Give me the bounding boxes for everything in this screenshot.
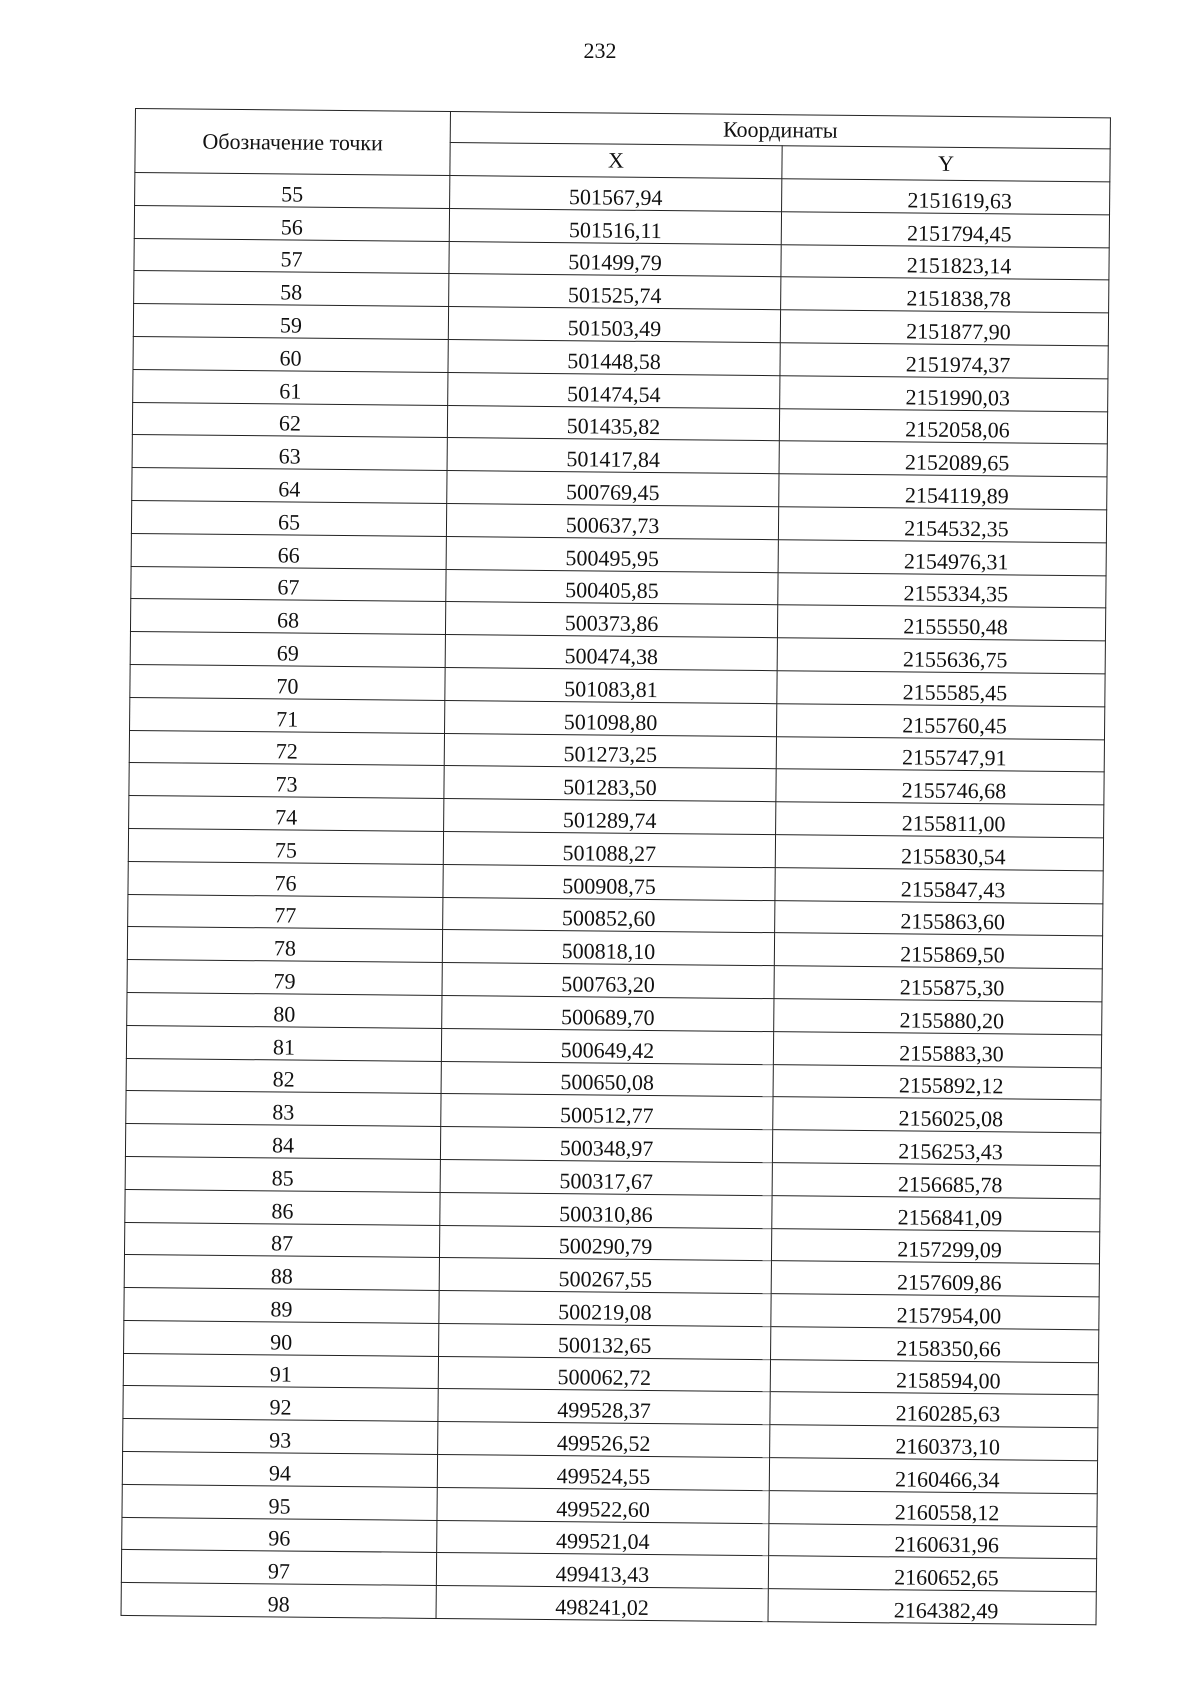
point-cell: 86 <box>125 1189 440 1225</box>
y-cell: 2155875,30 <box>774 966 1102 1002</box>
point-cell: 58 <box>134 271 449 307</box>
point-cell: 88 <box>124 1255 439 1291</box>
y-cell: 2155550,48 <box>777 605 1105 641</box>
x-cell: 499528,37 <box>438 1389 770 1425</box>
point-cell: 87 <box>124 1222 439 1258</box>
y-cell: 2151838,78 <box>781 277 1109 313</box>
point-cell: 89 <box>124 1288 439 1324</box>
x-cell: 500132,65 <box>439 1323 771 1359</box>
y-cell: 2151974,37 <box>780 343 1108 379</box>
table-header <box>135 109 1111 182</box>
x-cell: 500310,86 <box>440 1192 772 1228</box>
x-cell: 501474,54 <box>448 372 780 408</box>
x-cell: 499526,52 <box>438 1422 770 1458</box>
y-cell: 2160466,34 <box>769 1458 1097 1494</box>
x-header: X <box>450 143 782 179</box>
x-cell: 501098,80 <box>445 700 777 736</box>
point-cell: 95 <box>122 1484 437 1520</box>
y-header: Y <box>782 146 1110 182</box>
x-cell: 501083,81 <box>445 667 777 703</box>
point-cell: 70 <box>130 664 445 700</box>
x-cell: 501567,94 <box>450 176 782 212</box>
y-cell: 2155830,54 <box>775 835 1103 871</box>
y-cell: 2155334,35 <box>778 572 1106 608</box>
point-cell: 77 <box>128 894 443 930</box>
point-cell: 57 <box>134 238 449 274</box>
y-cell: 2160373,10 <box>770 1425 1098 1461</box>
x-cell: 500852,60 <box>443 897 775 933</box>
point-cell: 72 <box>129 730 444 766</box>
point-cell: 60 <box>133 336 448 372</box>
x-cell: 500495,95 <box>446 536 778 572</box>
x-cell: 501499,79 <box>449 241 781 277</box>
y-cell: 2156685,78 <box>772 1163 1100 1199</box>
y-cell: 2160652,65 <box>768 1556 1096 1592</box>
table-body <box>121 173 1110 1625</box>
x-cell: 501516,11 <box>449 208 781 244</box>
y-cell: 2155863,60 <box>775 900 1103 936</box>
x-cell: 500689,70 <box>442 995 774 1031</box>
y-cell: 2155760,45 <box>776 703 1104 739</box>
point-cell: 75 <box>128 828 443 864</box>
point-cell: 61 <box>133 369 448 405</box>
y-cell: 2155811,00 <box>776 802 1104 838</box>
point-cell: 56 <box>134 205 449 241</box>
coordinates-table <box>121 108 1111 1625</box>
x-cell: 501088,27 <box>443 831 775 867</box>
y-cell: 2156253,43 <box>772 1130 1100 1166</box>
y-cell: 2151794,45 <box>781 212 1109 248</box>
point-cell: 90 <box>124 1320 439 1356</box>
point-cell: 84 <box>125 1124 440 1160</box>
coordinates-header: Координаты <box>450 112 1110 149</box>
point-cell: 97 <box>121 1550 436 1586</box>
point-cell: 69 <box>130 632 445 668</box>
point-designation-header: Обозначение точки <box>135 109 451 176</box>
x-cell: 501448,58 <box>448 340 780 376</box>
x-cell: 500512,77 <box>441 1094 773 1130</box>
y-cell: 2154119,89 <box>779 474 1107 510</box>
y-cell: 2151619,63 <box>782 179 1110 215</box>
point-cell: 65 <box>131 500 446 536</box>
x-cell: 499524,55 <box>437 1455 769 1491</box>
x-cell: 501289,74 <box>444 799 776 835</box>
y-cell: 2155892,12 <box>773 1064 1101 1100</box>
x-cell: 501273,25 <box>444 733 776 769</box>
point-cell: 94 <box>122 1452 437 1488</box>
y-cell: 2155636,75 <box>777 638 1105 674</box>
y-cell: 2155869,50 <box>774 933 1102 969</box>
y-cell: 2160631,96 <box>769 1523 1097 1559</box>
y-cell: 2155747,91 <box>776 736 1104 772</box>
point-cell: 74 <box>129 796 444 832</box>
y-cell: 2157299,09 <box>771 1228 1099 1264</box>
y-cell: 2152089,65 <box>779 441 1107 477</box>
x-cell: 501417,84 <box>447 438 779 474</box>
y-cell: 2156025,08 <box>773 1097 1101 1133</box>
x-cell: 500062,72 <box>438 1356 770 1392</box>
x-cell: 500290,79 <box>439 1225 771 1261</box>
y-cell: 2158350,66 <box>771 1327 1099 1363</box>
point-cell: 81 <box>126 1025 441 1061</box>
point-cell: 73 <box>129 763 444 799</box>
x-cell: 500818,10 <box>442 930 774 966</box>
x-cell: 500908,75 <box>443 864 775 900</box>
x-cell: 499522,60 <box>437 1487 769 1523</box>
x-cell: 500267,55 <box>439 1258 771 1294</box>
point-cell: 55 <box>135 173 450 209</box>
point-cell: 93 <box>123 1419 438 1455</box>
point-cell: 76 <box>128 861 443 897</box>
y-cell: 2155746,68 <box>776 769 1104 805</box>
y-cell: 2154976,31 <box>778 539 1106 575</box>
x-cell: 500219,08 <box>439 1291 771 1327</box>
x-cell: 500637,73 <box>446 503 778 539</box>
point-cell: 62 <box>132 402 447 438</box>
y-cell: 2164382,49 <box>768 1589 1096 1625</box>
point-cell: 59 <box>133 304 448 340</box>
x-cell: 500649,42 <box>441 1028 773 1064</box>
y-cell: 2160285,63 <box>770 1392 1098 1428</box>
x-cell: 500405,85 <box>446 569 778 605</box>
point-cell: 79 <box>127 960 442 996</box>
x-cell: 500373,86 <box>445 602 777 638</box>
point-cell: 64 <box>132 468 447 504</box>
y-cell: 2151877,90 <box>780 310 1108 346</box>
y-cell: 2151823,14 <box>781 244 1109 280</box>
x-cell: 500348,97 <box>440 1127 772 1163</box>
point-cell: 78 <box>127 927 442 963</box>
y-cell: 2155883,30 <box>773 1031 1101 1067</box>
point-cell: 71 <box>130 697 445 733</box>
x-cell: 499521,04 <box>437 1520 769 1556</box>
point-cell: 68 <box>130 599 445 635</box>
point-cell: 67 <box>131 566 446 602</box>
x-cell: 500763,20 <box>442 963 774 999</box>
point-cell: 91 <box>123 1353 438 1389</box>
y-cell: 2156841,09 <box>772 1195 1100 1231</box>
coordinates-table-container <box>121 108 1110 1625</box>
y-cell: 2155880,20 <box>774 999 1102 1035</box>
y-cell: 2157954,00 <box>771 1294 1099 1330</box>
page-number: 232 <box>583 38 617 63</box>
point-cell: 85 <box>125 1156 440 1192</box>
point-cell: 66 <box>131 533 446 569</box>
point-cell: 63 <box>132 435 447 471</box>
x-cell: 501283,50 <box>444 766 776 802</box>
x-cell: 501435,82 <box>447 405 779 441</box>
x-cell: 500317,67 <box>440 1159 772 1195</box>
x-cell: 501503,49 <box>448 307 780 343</box>
point-cell: 80 <box>127 992 442 1028</box>
x-cell: 499413,43 <box>436 1553 768 1589</box>
point-cell: 92 <box>123 1386 438 1422</box>
x-cell: 500650,08 <box>441 1061 773 1097</box>
y-cell: 2155847,43 <box>775 867 1103 903</box>
y-cell: 2157609,86 <box>771 1261 1099 1297</box>
y-cell: 2160558,12 <box>769 1491 1097 1527</box>
y-cell: 2154532,35 <box>778 507 1106 543</box>
y-cell: 2151990,03 <box>780 375 1108 411</box>
y-cell: 2152058,06 <box>779 408 1107 444</box>
x-cell: 500474,38 <box>445 635 777 671</box>
x-cell: 501525,74 <box>449 274 781 310</box>
y-cell: 2155585,45 <box>777 671 1105 707</box>
point-cell: 82 <box>126 1058 441 1094</box>
x-cell: 498241,02 <box>436 1586 768 1622</box>
y-cell: 2158594,00 <box>770 1359 1098 1395</box>
point-cell: 83 <box>126 1091 441 1127</box>
x-cell: 500769,45 <box>447 471 779 507</box>
point-cell: 98 <box>121 1583 436 1619</box>
point-cell: 96 <box>122 1517 437 1553</box>
